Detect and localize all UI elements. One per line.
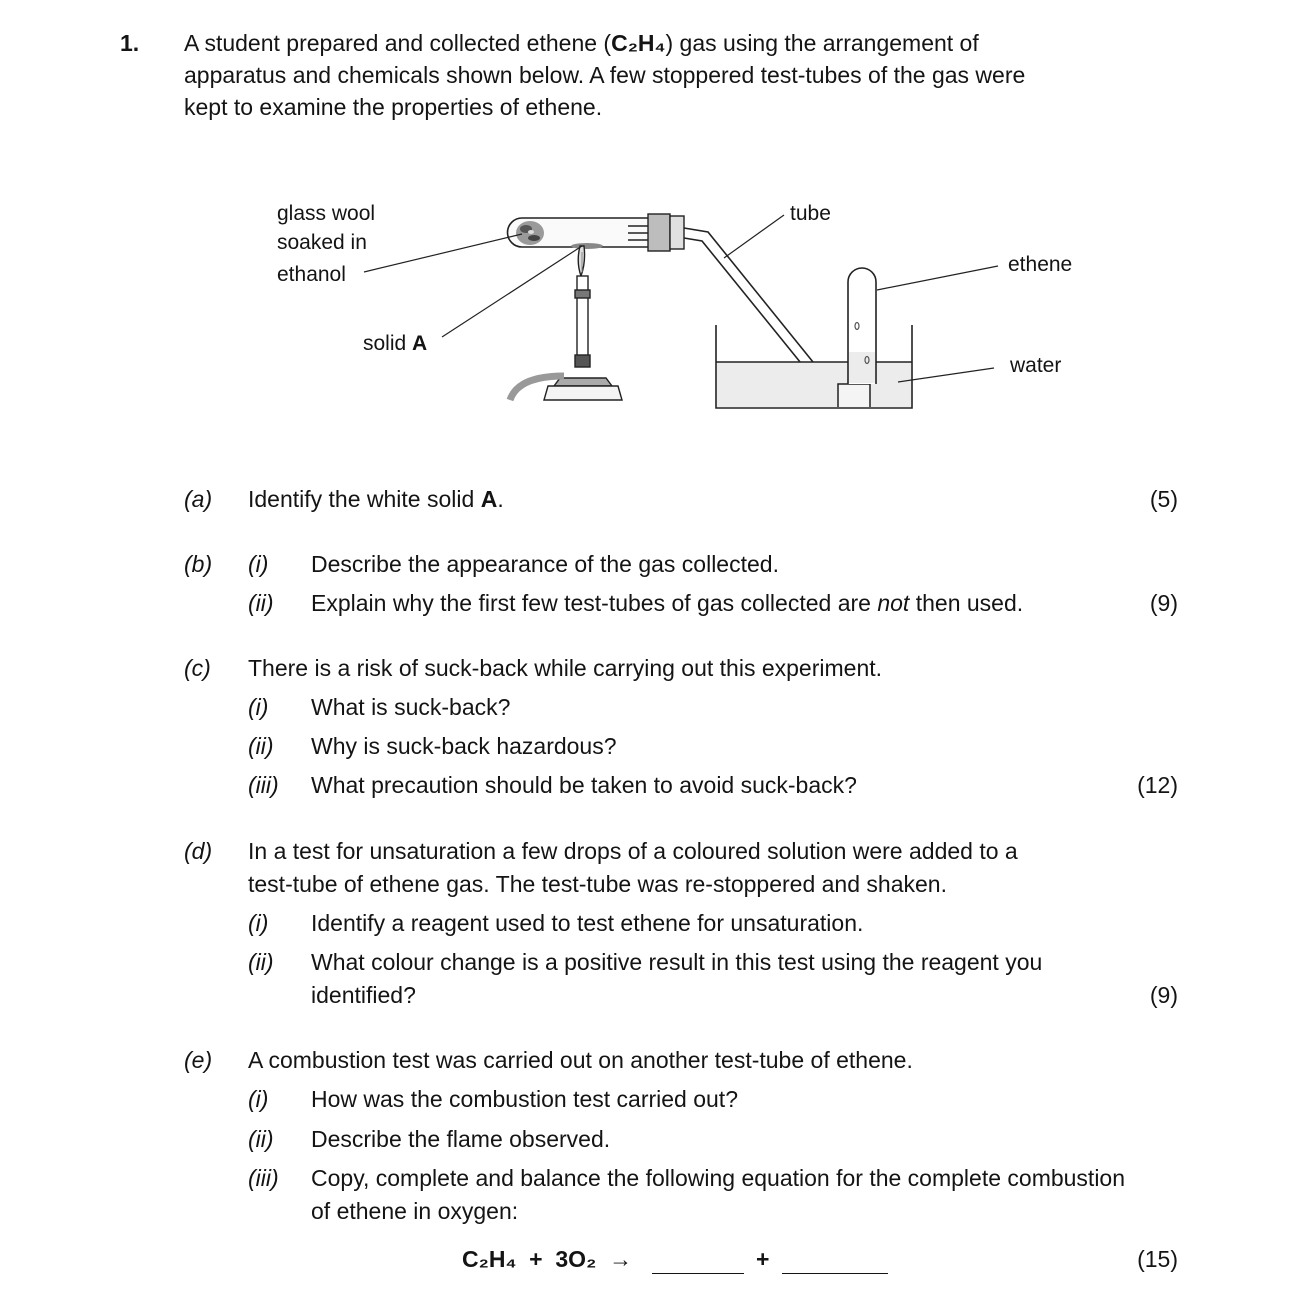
label-solid-a: solid A	[363, 332, 428, 355]
part-a-text: Identify the white solid A.	[248, 486, 504, 512]
label-glass-wool-3: ethanol	[277, 263, 346, 286]
part-c-text: There is a risk of suck-back while carrying out this experiment.	[248, 655, 883, 681]
collection-tube	[848, 268, 876, 384]
solid-a	[571, 243, 603, 249]
part-b-i-text: Describe the appearance of the gas collected.	[311, 551, 779, 577]
part-c-ii-label: (ii)	[248, 733, 274, 759]
part-e-iii-text-line1: Copy, complete and balance the following equation for the complete combustion	[311, 1165, 1126, 1191]
part-b-label: (b)	[184, 551, 213, 577]
label-glass-wool-1: glass wool	[277, 202, 376, 225]
intro-line-3: kept to examine the properties of ethene.	[184, 94, 603, 120]
part-d-ii-text-line1: What colour change is a positive result in this test using the reagent you	[311, 949, 1043, 975]
question-number: 1.	[120, 30, 140, 56]
part-e-iii-label: (iii)	[248, 1165, 279, 1191]
part-b-ii-label: (ii)	[248, 590, 274, 616]
label-glass-wool-2: soaked in	[277, 231, 367, 254]
part-d-marks: (9)	[1149, 982, 1178, 1008]
part-e-marks: (15)	[1137, 1246, 1178, 1272]
bunsen-burner	[510, 246, 622, 400]
equation-blank-2	[782, 1244, 888, 1274]
part-d-i-text: Identify a reagent used to test ethene for unsaturation.	[311, 910, 864, 936]
part-e-text: A combustion test was carried out on another test-tube of ethene.	[248, 1047, 913, 1073]
part-d-text-line1: In a test for unsaturation a few drops of a coloured solution were added to a	[248, 838, 1018, 864]
intro-line-1: A student prepared and collected ethene (C₂H₄) gas using the arrangement of	[184, 30, 979, 56]
part-d-label: (d)	[184, 838, 213, 864]
part-e-label: (e)	[184, 1047, 213, 1073]
part-d-ii-label: (ii)	[248, 949, 274, 975]
part-b-ii-text: Explain why the first few test-tubes of gas collected are not then used.	[311, 590, 1024, 616]
part-d-i-label: (i)	[248, 910, 269, 936]
part-c-i-text: What is suck-back?	[311, 694, 511, 720]
part-e-ii-text: Describe the flame observed.	[311, 1126, 611, 1152]
beehive-shelf	[838, 384, 870, 407]
part-e-i-text: How was the combustion test carried out?	[311, 1086, 738, 1112]
part-a-marks: (5)	[1149, 486, 1178, 512]
part-e-iii-text-line2: of ethene in oxygen:	[311, 1198, 519, 1224]
part-d-text-line2: test-tube of ethene gas. The test-tube was re-stoppered and shaken.	[248, 871, 947, 897]
part-c-iii-text: What precaution should be taken to avoid suck-back?	[311, 772, 857, 798]
equation-left: C₂H₄ + 3O₂ →	[462, 1246, 633, 1272]
part-e-i-label: (i)	[248, 1086, 269, 1112]
part-b-i-label: (i)	[248, 551, 269, 577]
part-c-label: (c)	[184, 655, 211, 681]
part-c-i-label: (i)	[248, 694, 269, 720]
part-e-ii-label: (ii)	[248, 1126, 274, 1152]
equation-plus: +	[756, 1246, 770, 1272]
equation-blank-1	[652, 1244, 744, 1274]
part-b-marks: (9)	[1149, 590, 1178, 616]
apparatus-diagram	[0, 0, 1316, 460]
part-a-label: (a)	[184, 486, 213, 512]
part-c-marks: (12)	[1137, 772, 1178, 798]
trough	[716, 325, 912, 408]
label-water: water	[1010, 354, 1062, 377]
part-d-ii-text-line2: identified?	[311, 982, 416, 1008]
glass-wool	[516, 221, 544, 245]
intro-line-2: apparatus and chemicals shown below. A few stoppered test-tubes of the gas were	[184, 62, 1026, 88]
label-ethene: ethene	[1008, 253, 1073, 276]
label-tube: tube	[790, 202, 831, 225]
part-c-ii-text: Why is suck-back hazardous?	[311, 733, 617, 759]
part-c-iii-label: (iii)	[248, 772, 279, 798]
